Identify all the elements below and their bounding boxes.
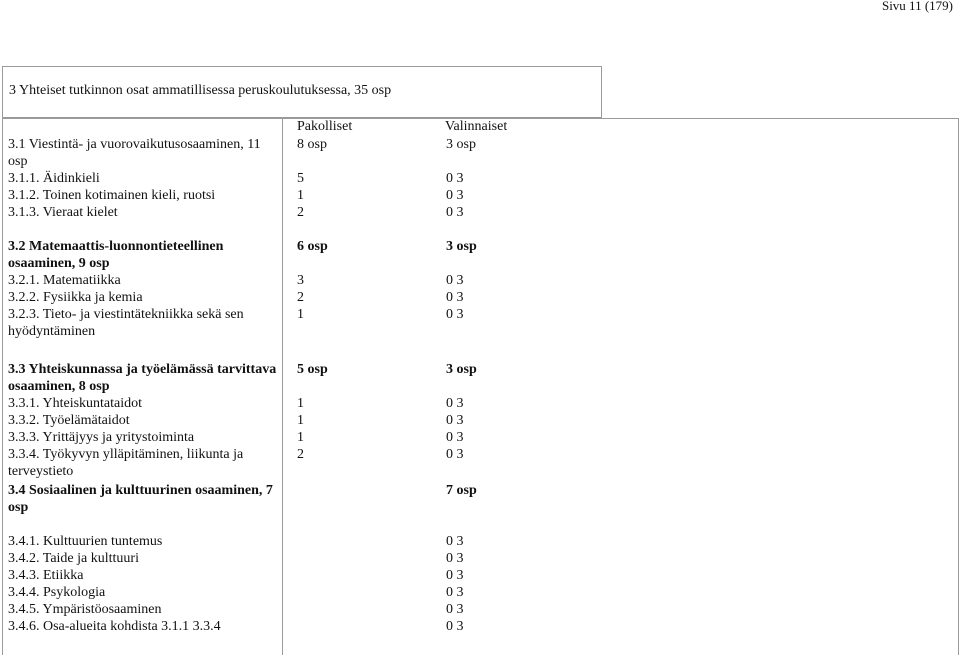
section-optional-total: 7 osp [446, 483, 477, 498]
section-item-name: 3.2.3. Tieto- ja viestintätekniikka sekä sen hyödyntäminen [8, 307, 244, 339]
section-item-name: 3.3.4. Työkyvyn ylläpitäminen, liikunta ja terveystieto [8, 447, 244, 479]
item-optional: 0 3 [446, 430, 464, 445]
section-optional-total: 3 osp [446, 137, 476, 152]
section-3-1-required [297, 136, 417, 221]
item-required: 2 [297, 290, 304, 305]
section-item-name: 3.3.1. Yhteiskuntataidot [8, 396, 143, 411]
section-heading: 3.1 Viestintä- ja vuorovaikutusosaaminen, 11 osp [8, 137, 261, 169]
section-item-name: 3.3.2. Työelämätaidot [8, 413, 130, 428]
page-number: Sivu 11 (179) [881, 0, 953, 13]
section-3-2-optional [446, 238, 566, 323]
item-optional: 0 3 [446, 290, 464, 305]
section-item-name: 3.4.6. Osa-alueita kohdista 3.1.1 3.3.4 [8, 619, 221, 634]
item-required: 1 [297, 430, 304, 445]
section-heading: 3.4 Sosiaalinen ja kulttuurinen osaaminen, 7 osp [8, 483, 273, 515]
item-required: 5 [297, 171, 304, 186]
item-optional: 0 3 [446, 171, 464, 186]
item-optional: 0 3 [446, 188, 464, 203]
section-3-4-optional [446, 482, 566, 635]
section-item-name: 3.1.1. Äidinkieli [8, 171, 100, 186]
section-item-name: 3.4.4. Psykologia [8, 585, 106, 600]
section-item-name: 3.4.3. Etiikka [8, 568, 84, 583]
item-optional: 0 3 [446, 551, 464, 566]
item-required: 2 [297, 447, 304, 462]
section-item-name: 3.2.1. Matematiikka [8, 273, 121, 288]
item-optional: 0 3 [446, 585, 464, 600]
item-optional: 0 3 [446, 413, 464, 428]
item-required: 1 [297, 413, 304, 428]
section-optional-total: 3 osp [446, 239, 477, 254]
item-optional: 0 3 [446, 205, 464, 220]
section-item-name: 3.1.2. Toinen kotimainen kieli, ruotsi [8, 188, 216, 203]
section-item-name: 3.4.5. Ympäristöosaaminen [8, 602, 162, 617]
item-required: 3 [297, 273, 304, 288]
section-required-total: 8 osp [297, 137, 327, 152]
item-required: 1 [297, 307, 304, 322]
item-optional: 0 3 [446, 307, 464, 322]
section-item-name: 3.4.2. Taide ja kulttuuri [8, 551, 139, 566]
item-optional: 0 3 [446, 602, 464, 617]
header-required: Pakolliset [297, 119, 353, 134]
section-item-name: 3.3.3. Yrittäjyys ja yritystoiminta [8, 430, 195, 445]
item-optional: 0 3 [446, 273, 464, 288]
header-optional: Valinnaiset [445, 119, 508, 134]
section-optional-total: 3 osp [446, 362, 477, 377]
item-required: 1 [297, 188, 304, 203]
section-3-2-required [297, 238, 417, 323]
item-optional: 0 3 [446, 534, 464, 549]
section-item-name: 3.2.2. Fysiikka ja kemia [8, 290, 143, 305]
column-divider [282, 118, 283, 655]
item-optional: 0 3 [446, 568, 464, 583]
item-optional: 0 3 [446, 619, 464, 634]
item-required: 1 [297, 396, 304, 411]
section-3-3-required [297, 361, 417, 463]
section-item-name: 3.4.1. Kulttuurien tuntemus [8, 534, 163, 549]
spacer [446, 516, 566, 533]
section-3-2-names [8, 238, 280, 340]
spacer [8, 516, 280, 533]
section-required-total: 5 osp [297, 362, 328, 377]
section-item-name: 3.1.3. Vieraat kielet [8, 205, 118, 220]
section-3-3-optional [446, 361, 566, 463]
section-3-4-names [8, 482, 280, 635]
section-3-1-names [8, 136, 280, 221]
section-required-total: 6 osp [297, 239, 328, 254]
item-optional: 0 3 [446, 396, 464, 411]
section-heading: 3.3 Yhteiskunnassa ja työelämässä tarvittava osaaminen, 8 osp [8, 362, 277, 394]
item-optional: 0 3 [446, 447, 464, 462]
item-required: 2 [297, 205, 304, 220]
document-title: 3 Yhteiset tutkinnon osat ammatillisessa peruskoulutuksessa, 35 osp [9, 83, 392, 98]
section-3-3-names [8, 361, 280, 480]
section-heading: 3.2 Matemaattis-luonnontieteellinen osaaminen, 9 osp [8, 239, 224, 271]
section-3-1-optional [446, 136, 566, 221]
